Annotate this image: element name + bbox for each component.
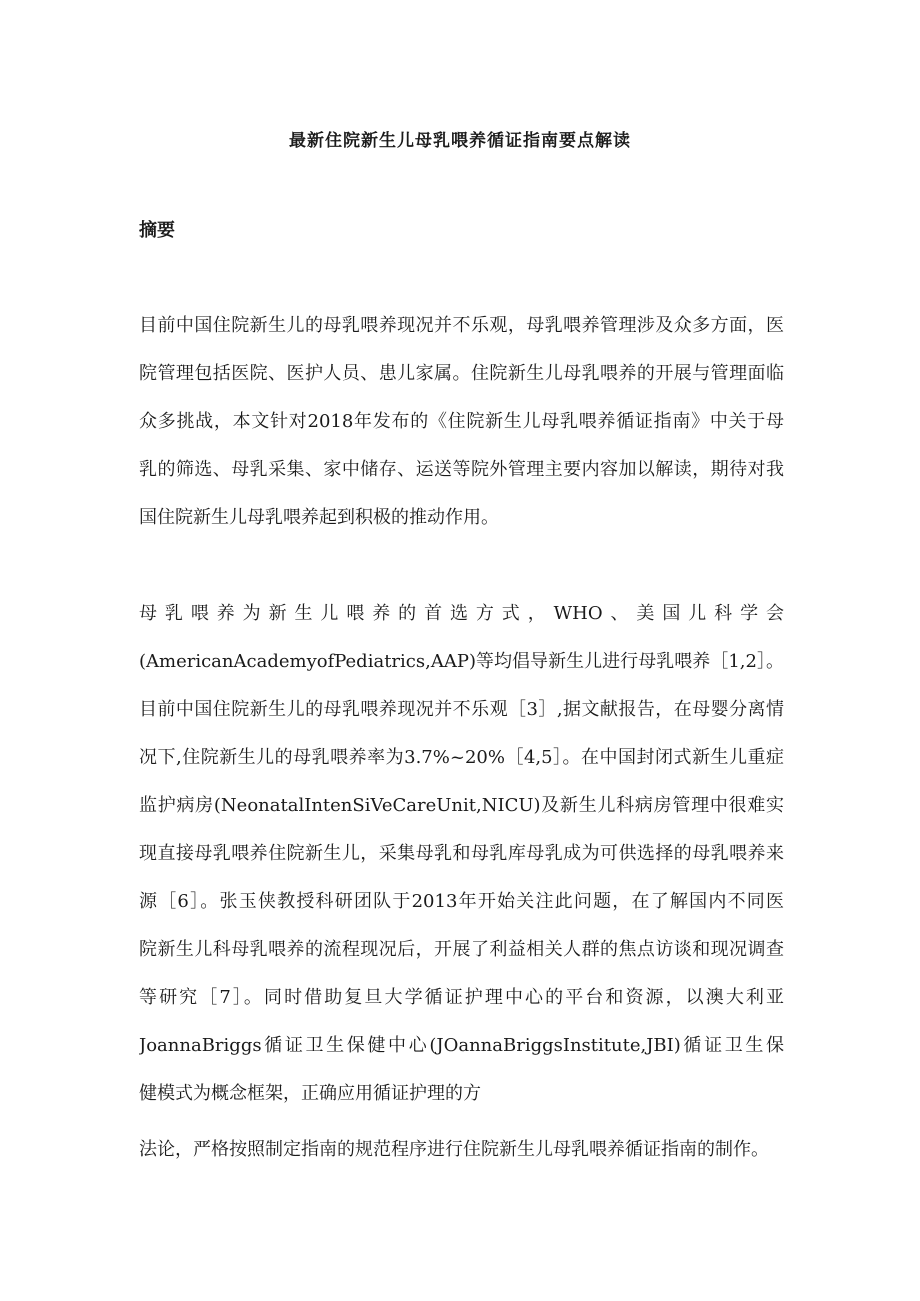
intro-line: 现直接母乳喂养住院新生儿，采集母乳和母乳库母乳成为可供选择的母乳喂养来 xyxy=(139,843,784,864)
intro-line: (AmericanAcademyofPediatrics,AAP)等均倡导新生儿进行母乳喂养［1,2］。 xyxy=(139,651,784,672)
intro-line: 母乳喂养为新生儿喂养的首选方式，WHO、美国儿科学会 xyxy=(139,603,784,624)
intro-line: 目前中国住院新生儿的母乳喂养现况并不乐观［3］,据文献报告，在母婴分离情 xyxy=(139,699,784,720)
abstract-line: 目前中国住院新生儿的母乳喂养现况并不乐观，母乳喂养管理涉及众多方面，医 xyxy=(139,315,784,336)
intro-line: 源［6］。张玉侠教授科研团队于2013年开始关注此问题，在了解国内不同医 xyxy=(139,891,784,912)
abstract-line: 乳的筛选、母乳采集、家中储存、运送等院外管理主要内容加以解读，期待对我 xyxy=(139,459,784,480)
intro-line: JoannaBriggs循证卫生保健中心(JOannaBriggsInstitute,JBI)循证卫生保 xyxy=(139,1035,784,1056)
abstract-paragraph xyxy=(139,312,784,552)
abstract-line: 众多挑战，本文针对2018年发布的《住院新生儿母乳喂养循证指南》中关于母 xyxy=(139,411,784,432)
intro-line: 等研究［7］。同时借助复旦大学循证护理中心的平台和资源，以澳大利亚 xyxy=(139,987,784,1008)
intro-line: 况下,住院新生儿的母乳喂养率为3.7%~20%［4,5］。在中国封闭式新生儿重症 xyxy=(139,747,784,768)
intro-line: 健模式为概念框架，正确应用循证护理的方 xyxy=(139,1083,481,1104)
intro-line: 院新生儿科母乳喂养的流程现况后，开展了利益相关人群的焦点访谈和现况调查 xyxy=(139,939,784,960)
intro-paragraph xyxy=(139,600,784,1128)
closing-line: 法论，严格按照制定指南的规范程序进行住院新生儿母乳喂养循证指南的制作。 xyxy=(139,1139,769,1160)
intro-line: 监护病房(NeonatalIntenSiVeCareUnit,NICU)及新生儿科病房管理中很难实 xyxy=(139,795,784,816)
abstract-line: 院管理包括医院、医护人员、患儿家属。住院新生儿母乳喂养的开展与管理面临 xyxy=(139,363,784,384)
page-title: 最新住院新生儿母乳喂养循证指南要点解读 xyxy=(289,131,631,151)
abstract-heading: 摘要 xyxy=(139,220,175,241)
abstract-line: 国住院新生儿母乳喂养起到积极的推动作用。 xyxy=(139,507,499,528)
